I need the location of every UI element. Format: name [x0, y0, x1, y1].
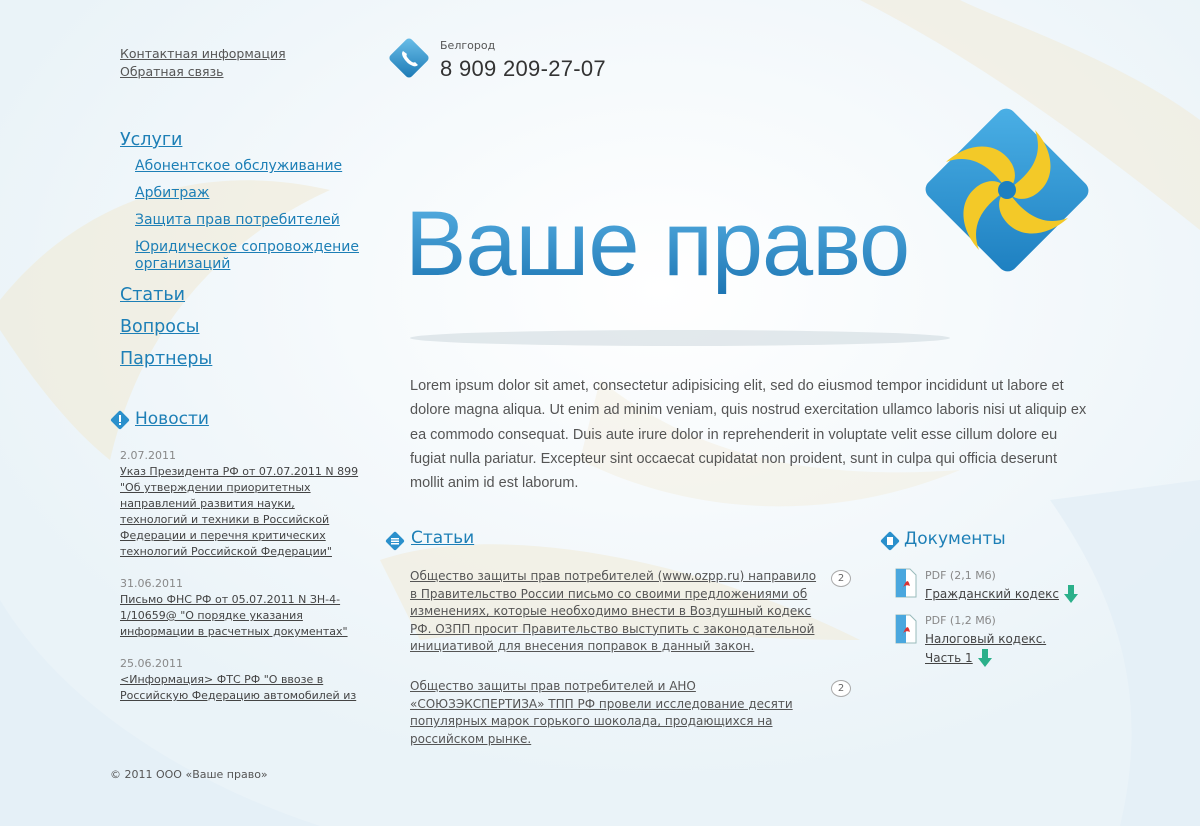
documents-title: Документы — [904, 529, 1006, 549]
nav-partners[interactable]: Партнеры — [120, 349, 213, 369]
main-nav — [120, 129, 182, 151]
contact-info-link[interactable]: Контактная информация — [120, 46, 286, 61]
articles-title[interactable]: Статьи — [411, 528, 475, 548]
feedback-link[interactable]: Обратная связь — [120, 64, 224, 79]
intro-text: Lorem ipsum dolor sit amet, consectetur adipisicing elit, sed do eiusmod tempor incididunt ut labore et dolore magna aliqua. Ut enim ad minim veniam, quis nostrud exercitation ullamco laboris nisi ut aliquip ex ea commodo consequat. Duis aute irure dolor in reprehenderit in voluptate velit esse cillum dolore eu fugiat nulla pariatur. Excepteur sint occaecat cupidatat non proident, sunt in culpa qui officia deserunt mollit anim id est laborum. — [410, 378, 1087, 492]
news-date: 25.06.2011 — [120, 657, 183, 670]
nav-sub-subscription[interactable]: Абонентское обслуживание — [135, 158, 343, 174]
article-link[interactable]: Общество защиты прав потребителей и АНО «СОЮЗЭКСПЕРТИЗА» ТПП РФ провели исследование десяти популярных марок горького шоколада, продающихся на российском рынке. — [410, 679, 793, 746]
document-meta: PDF (1,2 Мб) — [925, 614, 996, 627]
phone-number: 8 909 209-27-07 — [440, 56, 606, 81]
download-arrow-icon[interactable] — [978, 649, 992, 667]
document-icon — [880, 531, 900, 551]
comment-count-badge[interactable]: 2 — [831, 680, 851, 697]
phone-city: Белгород — [440, 39, 496, 52]
download-arrow-icon[interactable] — [1064, 585, 1078, 603]
nav-questions[interactable]: Вопросы — [120, 317, 200, 337]
logo-swirl-icon — [908, 92, 1106, 288]
news-title[interactable]: Новости — [135, 409, 209, 429]
news-item-link[interactable]: Письмо ФНС РФ от 05.07.2011 N ЗН-4-1/10659@ "О порядке указания информации в расчетных документах" — [120, 593, 348, 638]
nav-sub-consumer-rights[interactable]: Защита прав потребителей — [135, 212, 340, 228]
news-date: 2.07.2011 — [120, 449, 176, 462]
nav-services[interactable]: Услуги — [120, 130, 183, 150]
article-link[interactable]: Общество защиты прав потребителей (www.ozpp.ru) направило в Правительство России письмо со своими предложениями об изменениях, которые необходимо внести в Воздушный кодекс РФ. ОЗПП просит Правительство выступить с законодательной инициативой для внесения поправок в данный закон. — [410, 569, 817, 653]
news-item-link[interactable]: <Информация> ФТС РФ "О ввозе в Российскую Федерацию автомобилей из — [120, 673, 357, 702]
pdf-icon — [894, 614, 918, 644]
logo-text: Ваше право — [405, 193, 910, 295]
pdf-icon — [894, 568, 918, 598]
news-item-link[interactable]: Указ Президента РФ от 07.07.2011 N 899 "Об утверждении приоритетных направлений развития науки, технологий и техники в Российской Федерации и перечня критических технологий Российской Федерации" — [120, 465, 359, 558]
document-link[interactable]: Налоговый кодекс. Часть 1 — [925, 632, 1047, 665]
list-icon — [385, 531, 405, 551]
comment-count-badge[interactable]: 2 — [831, 570, 851, 587]
phone-icon — [387, 36, 431, 80]
nav-sub-arbitration[interactable]: Арбитраж — [135, 185, 210, 201]
news-date: 31.06.2011 — [120, 577, 183, 590]
nav-articles[interactable]: Статьи — [120, 285, 186, 305]
nav-sub-legal-support[interactable]: Юридическое сопровождение организаций — [135, 239, 359, 272]
document-meta: PDF (2,1 Мб) — [925, 569, 996, 582]
document-link[interactable]: Гражданский кодекс — [925, 587, 1059, 601]
info-icon — [110, 410, 130, 430]
footer-copyright: © 2011 ООО «Ваше право» — [110, 768, 268, 781]
